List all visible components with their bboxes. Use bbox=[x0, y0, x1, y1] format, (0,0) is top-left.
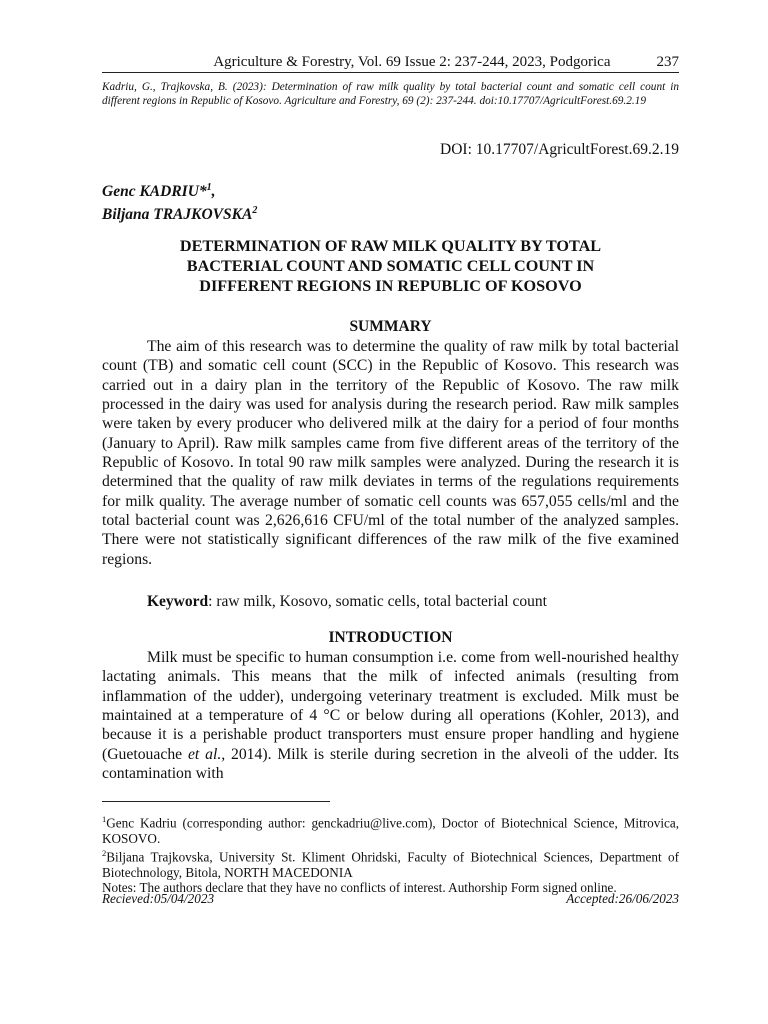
accepted-date: Accepted:26/06/2023 bbox=[566, 891, 679, 906]
author-2: Biljana TRAJKOVSKA$^2$ bbox=[102, 205, 258, 224]
keyword-label: Keyword bbox=[147, 593, 209, 610]
introduction-text: Milk must be specific to human consumption i.e. come from well-nourished healthy lactating animals. This means that the milk of infected animals (resulting from inflammation of the udder), undergoing veterinary treatment is excluded. Milk must be maintained at a temperature of 4 °C or below during all operations (Kohler, 2013), and because it is a perishable product transporters must ensure proper handling and hygiene (Guetouache et al., 2014). Milk is sterile during secretion in the alveoli of the udder. Its contamination with bbox=[102, 649, 680, 783]
keyword-line bbox=[102, 592, 679, 611]
author-list bbox=[102, 178, 257, 224]
running-header bbox=[102, 53, 679, 71]
page-number: 237 bbox=[656, 54, 679, 70]
conflict-note: Notes: The authors declare that they have no conflicts of interest. Authorship Form signed online. bbox=[102, 880, 617, 896]
footnote-1: $^1$Genc Kadriu (corresponding author: genckadriu@live.com), Doctor of Biotechnical Science, Mitrovica, KOSOVO. bbox=[102, 814, 679, 846]
submission-dates bbox=[102, 891, 679, 906]
introduction-heading: INTRODUCTION bbox=[328, 629, 453, 646]
header-rule bbox=[102, 72, 679, 73]
doi: DOI: 10.17707/AgricultForest.69.2.19 bbox=[440, 141, 679, 158]
citation: Kadriu, G., Trajkovska, B. (2023): Determination of raw milk quality by total bacterial count and somatic cell count in different regions in Republic of Kosovo. Agriculture and Forestry, 69 (2): 237-244. doi:10.17707/AgricultForest.69.2.19 bbox=[102, 81, 679, 108]
summary-text: The aim of this research was to determine the quality of raw milk by total bacterial count (TB) and somatic cell count (SCC) in the Republic of Kosovo. This research was carried out in a dairy plan in the territory of the Republic of Kosovo. The raw milk processed in the dairy was used for analysis during the research period. Raw milk samples were taken by every producer who delivered milk at the dairy for a period of four months (January to April). Raw milk samples came from five different areas of the territory of the Republic of Kosovo. In total 90 raw milk samples were analyzed. During the research it is determined that the quality of raw milk deviates in terms of the regulations requirements for milk quality. The average number of somatic cell counts was 657,055 cells/ml and the total bacterial count was 2,626,616 CFU/ml of the total number of the analyzed samples. There were not statistically significant differences of the raw milk of the five examined regions. bbox=[102, 338, 679, 568]
keyword-list: : raw milk, Kosovo, somatic cells, total bacterial count bbox=[208, 593, 547, 610]
footnotes bbox=[102, 812, 679, 896]
footnote-rule bbox=[102, 801, 330, 802]
summary-heading: SUMMARY bbox=[349, 318, 432, 335]
received-date: Recieved:05/04/2023 bbox=[102, 891, 215, 906]
footnote-2: $^2$Biljana Trajkovska, University St. Kliment Ohridski, Faculty of Biotechnical Sciences, Department of Biotechnology, Bitola, NORTH MACEDONIA bbox=[102, 848, 679, 880]
author-1: Genc KADRIU*$^1$, bbox=[102, 182, 216, 201]
paper-title: DETERMINATION OF RAW MILK QUALITY BY TOTAL BACTERIAL COUNT AND SOMATIC CELL COUNT IN DIFFERENT REGIONS IN REPUBLIC OF KOSOVO bbox=[179, 237, 602, 295]
journal-info: Agriculture & Forestry, Vol. 69 Issue 2: 237-244, 2023, Podgorica bbox=[213, 54, 611, 70]
